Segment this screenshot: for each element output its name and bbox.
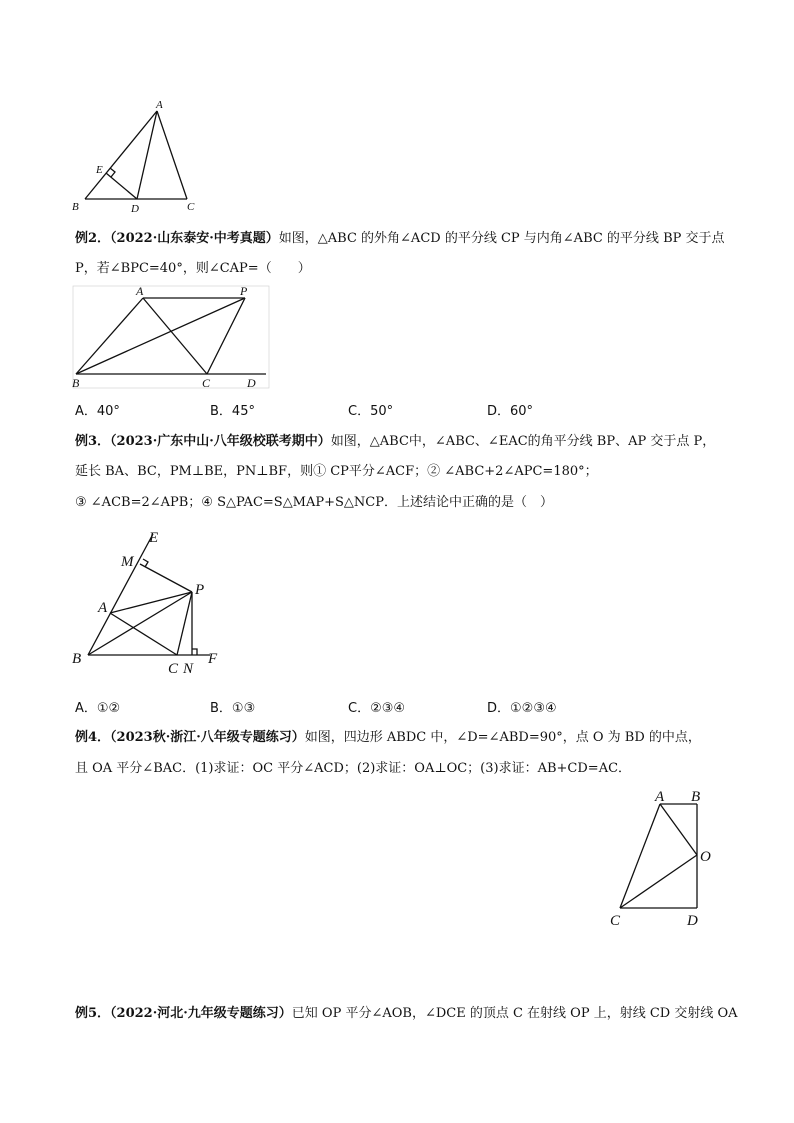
ex2-source: （2022·山东泰安·中考真题）: [110, 231, 279, 246]
ex4-line1: [75, 729, 701, 747]
label-p: P: [240, 284, 248, 298]
label-e: E: [149, 530, 159, 546]
ex5-source: （2022·河北·九年级专题练习）: [110, 1006, 292, 1021]
ex2-prefix: 例2．: [75, 231, 111, 246]
label-a: A: [156, 99, 163, 111]
ex2-text1: 如图，△ABC 的外角∠ACD 的平分线 CP 与内角∠ABC 的平分线 BP 交于点: [278, 231, 725, 246]
ex3-line1: [75, 433, 715, 451]
label-b: B: [72, 376, 80, 390]
label-b: B: [691, 789, 701, 805]
segment-ao: [660, 804, 697, 855]
segment-co: [620, 855, 697, 908]
right-angle-mark: [110, 168, 115, 177]
label-d: D: [687, 913, 698, 929]
ex3-option-d[interactable]: D．①②③④: [487, 701, 557, 716]
ray-be: [88, 534, 153, 655]
figure-4-quadrilateral: [600, 783, 725, 931]
label-b: B: [72, 201, 79, 213]
ex2-option-c[interactable]: C．50°: [348, 404, 394, 419]
ex4-text1: 如图，四边形 ABDC 中，∠D=∠ABD=90°，点 O 为 BD 的中点，: [304, 730, 701, 745]
ex3-source: （2023·广东中山·八年级校联考期中）: [110, 434, 331, 449]
label-p: P: [195, 582, 205, 598]
label-c: C: [202, 376, 211, 390]
ex2-option-a[interactable]: A．40°: [75, 404, 120, 419]
segment-de: [106, 173, 137, 199]
label-a: A: [136, 284, 144, 298]
segment-pm: [140, 564, 192, 592]
ex2-option-b[interactable]: B．45°: [210, 404, 255, 419]
label-m: M: [121, 554, 134, 570]
label-c: C: [168, 661, 179, 677]
segment-bp: [76, 298, 245, 374]
segment-ap: [110, 592, 192, 613]
label-o: O: [700, 849, 711, 865]
label-a: A: [98, 600, 108, 616]
label-d: D: [131, 203, 139, 215]
label-n: N: [183, 661, 194, 677]
segment-ac: [143, 298, 207, 374]
ex5-prefix: 例5．: [75, 1006, 111, 1021]
figure-2-parallelogram: [70, 284, 270, 392]
ex3-line3: ③ ∠ACB=2∠APB；④ S△PAC=S△MAP+S△NCP．上述结论中正确的是（ ）: [75, 495, 553, 510]
label-f: F: [208, 651, 218, 667]
ex3-text1: 如图，△ABC中，∠ABC、∠EAC的角平分线 BP、AP 交于点 P，: [330, 434, 716, 449]
ex2-line2: P，若∠BPC=40°，则∠CAP=（ ）: [75, 261, 311, 276]
segment-cp: [207, 298, 245, 374]
label-a: A: [655, 789, 665, 805]
segment-cp: [177, 592, 192, 655]
ex5-text1: 已知 OP 平分∠AOB，∠DCE 的顶点 C 在射线 OP 上，射线 CD 交射线 OA: [291, 1006, 738, 1021]
ex3-option-a[interactable]: A．①②: [75, 701, 121, 716]
ex3-option-c[interactable]: C．②③④: [348, 701, 406, 716]
figure-3-triangle: [65, 522, 235, 682]
ex4-line2: 且 OA 平分∠BAC．(1)求证：OC 平分∠ACD；(2)求证：OA⊥OC；(3)求证：AB+CD=AC．: [75, 761, 632, 776]
label-d: D: [247, 376, 256, 390]
ex3-line2: 延长 BA、BC，PM⊥BE，PN⊥BF，则① CP平分∠ACF；② ∠ABC+2∠APC=180°；: [75, 464, 598, 479]
ex4-prefix: 例4．: [75, 730, 111, 745]
segment-ab: [76, 298, 143, 374]
segment-ac: [110, 613, 177, 655]
ex4-source: （2023秋·浙江·八年级专题练习）: [110, 730, 305, 745]
ex2-option-d[interactable]: D．60°: [487, 404, 534, 419]
ex5-line1: [75, 1005, 738, 1023]
label-c: C: [610, 913, 621, 929]
figure-1-triangle: [60, 95, 210, 220]
label-e: E: [96, 164, 103, 176]
label-c: C: [187, 201, 195, 213]
ex3-option-b[interactable]: B．①③: [210, 701, 256, 716]
segment-ac: [620, 804, 660, 908]
label-b: B: [72, 651, 82, 667]
right-angle-mark-n: [192, 649, 197, 655]
ex2-line1: [75, 230, 725, 248]
ex3-prefix: 例3．: [75, 434, 111, 449]
segment-ac: [157, 111, 187, 199]
